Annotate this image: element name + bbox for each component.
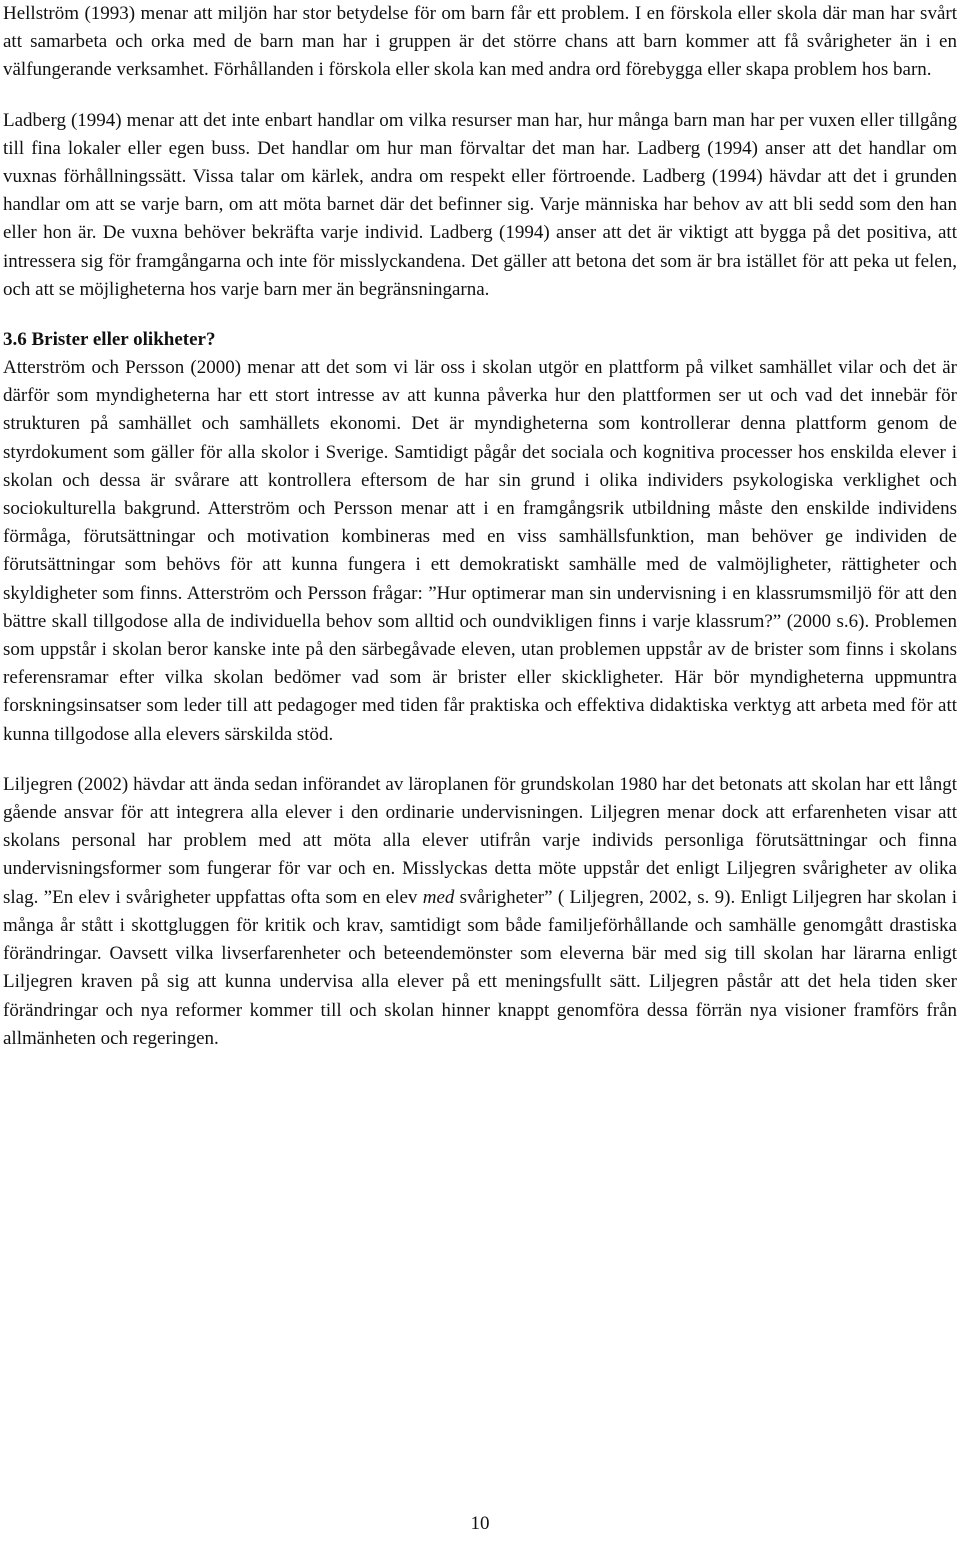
paragraph-liljegren-text-start: Liljegren (2002) hävdar att ända sedan införandet av läroplanen för grundskolan 1980 har det betonats att skolan har ett långt gående ansvar för att integrera alla elever i den ordinarie undervisningen. Liljegren menar dock att erfarenheten visar att skolans personal har problem med att möta alla elever utifrån varje individs personliga förutsättningar och finna undervisningsformer som fungerar för var och en. Misslyckas detta möte uppstår det enligt Liljegren svårigheter av olika slag. ”En elev i svårigheter uppfattas ofta som en elev	[3, 773, 957, 908]
section-heading: 3.6 Brister eller olikheter?	[3, 329, 216, 351]
document-page	[3, 0, 957, 1053]
page-number: 10	[470, 1513, 490, 1534]
paragraph-liljegren-text-end: svårigheter” ( Liljegren, 2002, s. 9). Enligt Liljegren har skolan i många år stått i skottgluggen för kritik och krav, samtidigt som både familjeförhållande och samhälle genomgått drastiska förändringar. Oavsett vilka livserfarenheter och beteendemönster som eleverna bär med sig till skolan har lärarna enligt Liljegren kraven på sig att kunna undervisa alla elever på ett meningsfullt sätt. Liljegren påstår att det hela tiden sker förändringar och nya reformer kommer till och skolan hinner knappt genomföra dessa förrän nya visioner framförs från allmänheten och regeringen.	[3, 886, 957, 1049]
paragraph-liljegren	[3, 771, 957, 1053]
paragraph-ladberg: Ladberg (1994) menar att det inte enbart handlar om vilka resurser man har, hur många barn man har per vuxen eller tillgång till fina lokaler eller egen buss. Det handlar om hur man förvaltar det man har. Ladberg (1994) anser att det handlar om vuxnas förhållningssätt. Vissa talar om kärlek, andra om respekt eller förtroende. Ladberg (1994) hävdar att det i grunden handlar om att se varje barn, om att möta barnet där det befinner sig. Varje människa har behov av att bli sedd som den han eller hon är. De vuxna behöver bekräfta varje individ. Ladberg (1994) anser att det är viktigt att bygga på det positiva, att intressera sig för framgångarna och inte för misslyckandena. Det gäller att betona det som är bra istället för att peka ut felen, och att se möjligheterna hos varje barn mer än begränsningarna.	[3, 109, 957, 300]
paragraph-atterstrom-persson: Atterström och Persson (2000) menar att det som vi lär oss i skolan utgör en plattform på vilket samhället vilar och det är därför som myndigheterna har ett stort intresse av att kunna påverka hur den plattformen ser ut och vad det innebär för strukturen på samhället och samhällets ekonomi. Det är myndigheterna som kontrollerar denna plattform genom de styrdokument som gäller för alla skolor i Sverige. Samtidigt pågår det sociala och kognitiva processer hos enskilda elever i skolan och dessa är svårare att kontrollera eftersom de har sin grund i olika individers psykologiska verklighet och sociokulturella bakgrund. Atterström och Persson menar att i en framgångsrik utbildning måste den enskilde individens förmåga, förutsättningar och motivation kombineras med en viss samhällsfunktion, man behöver ge individen de förutsättningar som behövs för att kunna fungera i ett demokratiskt samhälle med de valmöjligheter, rättigheter och skyldigheter som finns. Atterström och Persson frågar: ”Hur optimerar man sin undervisning i en klassrumsmiljö för att den bättre skall tillgodose alla de individuella behov som alltid och oundvikligen finns i varje klassrum?” (2000 s.6). Problemen som uppstår i skolan beror kanske inte på den särbegåvade eleven, utan problemen uppstår av de brister som finns i skolans referensramar efter vilka skolan bedömer vad som är brister eller skickligheter. Här bör myndigheterna uppmuntra forskningsinsatser som leder till att pedagoger med tiden får praktiska och effektiva didaktiska verktyg att arbeta med för att kunna tillgodose alla elevers särskilda stöd.	[3, 357, 957, 745]
italic-word-med: med	[422, 886, 455, 908]
paragraph-hellstrom: Hellström (1993) menar att miljön har stor betydelse för om barn får ett problem. I en förskola eller skola där man har svårt att samarbeta och orka med de barn man har i gruppen är det större chans att barn kommer att få svårigheter än i en välfungerande verksamhet. Förhållanden i förskola eller skola kan med andra ord förebygga eller skapa problem hos barn.	[3, 3, 957, 81]
